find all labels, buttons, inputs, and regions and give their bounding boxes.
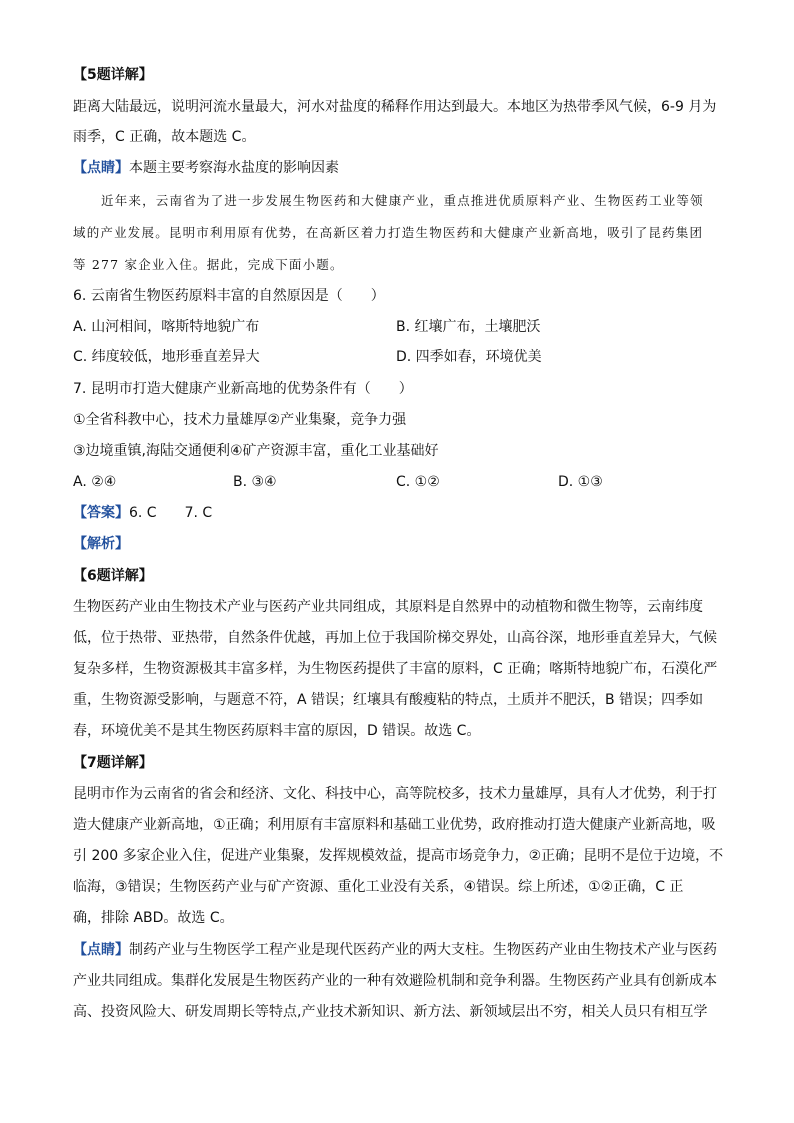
answer-line (73, 504, 212, 522)
q6-option-b: B. 红壤广布，土壤肥沃 (396, 319, 541, 335)
sec5-title: 【5题详解】 (73, 67, 153, 83)
passage-line-2: 域的产业发展。昆明市利用原有优势，在高新区着力打造生物医药和大健康产业新高地，吸引了昆药集团 (73, 225, 704, 240)
sec6-line-5: 春，环境优美不是其生物医药原料丰富的原因，D 错误。故选 C。 (73, 723, 481, 739)
sec5-line-2: 雨季，C 正确，故本题选 C。 (73, 129, 256, 145)
point2-line-3: 高、投资风险大、研发周期长等特点,产业技术新知识、新方法、新领域层出不穷，相关人员只有相互学 (73, 1004, 708, 1020)
answer-tag: 【答案】 (73, 505, 129, 521)
q6-option-c: C. 纬度较低，地形垂直差异大 (73, 349, 260, 365)
point2-text: 制药产业与生物医学工程产业是现代医药产业的两大支柱。生物医药产业由生物技术产业与医药 (129, 942, 717, 958)
passage-line-1: 近年来，云南省为了进一步发展生物医药和大健康产业，重点推进优质原料产业、生物医药工业等领 (101, 193, 704, 208)
sec7-line-2: 造大健康产业新高地，①正确；利用原有丰富原料和基础工业优势，政府推动打造大健康产业新高地，吸 (73, 817, 716, 833)
q7-option-b: B. ③④ (233, 474, 277, 490)
sec5-point (73, 159, 339, 177)
sec7-line-3: 引 200 多家企业入住，促进产业集聚，发挥规模效益，提高市场竞争力，②正确；昆明不是位于边境，不 (73, 848, 724, 864)
point2-line-1 (73, 941, 717, 959)
sec6-line-3: 复杂多样，生物资源极其丰富多样，为生物医药提供了丰富的原料，C 正确；喀斯特地貌广布，石漠化严 (73, 661, 718, 677)
q7-statements-2: ③边境重镇,海陆交通便利④矿产资源丰富，重化工业基础好 (73, 443, 439, 459)
point2-tag: 【点睛】 (73, 942, 129, 958)
sec6-line-4: 重，生物资源受影响，与题意不符，A 错误；红壤具有酸瘦粘的特点，土质并不肥沃，B 错误；四季如 (73, 692, 704, 708)
point-text: 本题主要考察海水盐度的影响因素 (129, 160, 339, 176)
q7-option-a: A. ②④ (73, 474, 117, 490)
q7-option-d: D. ①③ (558, 474, 603, 490)
q7-statements-1: ①全省科教中心，技术力量雄厚②产业集聚，竞争力强 (73, 412, 407, 428)
q6-stem: 6. 云南省生物医药原料丰富的自然原因是（ ） (73, 288, 385, 304)
sec5-line-1: 距离大陆最远，说明河流水量最大，河水对盐度的稀释作用达到最大。本地区为热带季风气候，6-9 月为 (73, 99, 717, 115)
sec6-line-2: 低，位于热带、亚热带，自然条件优越，再加上位于我国阶梯交界处，山高谷深，地形垂直差异大，气候 (73, 630, 717, 646)
sec7-line-1: 昆明市作为云南省的省会和经济、文化、科技中心，高等院校多，技术力量雄厚，具有人才优势，利于打 (73, 786, 717, 802)
sec6-line-1: 生物医药产业由生物技术产业与医药产业共同组成，其原料是自然界中的动植物和微生物等，云南纬度 (73, 599, 703, 615)
point2-line-2: 产业共同组成。集群化发展是生物医药产业的一种有效避险机制和竞争利器。生物医药产业具有创新成本 (73, 973, 717, 989)
q7-stem: 7. 昆明市打造大健康产业新高地的优势条件有（ ） (73, 381, 413, 397)
q6-option-d: D. 四季如春，环境优美 (396, 349, 542, 365)
analysis-tag: 【解析】 (73, 536, 129, 552)
q6-option-a: A. 山河相间，喀斯特地貌广布 (73, 319, 260, 335)
point-tag: 【点睛】 (73, 160, 129, 176)
passage-line-3: 等 277 家企业入住。据此，完成下面小题。 (73, 257, 344, 272)
q7-option-c: C. ①② (396, 474, 440, 490)
answer-text: 6. C 7. C (129, 505, 213, 521)
sec7-line-5: 确，排除 ABD。故选 C。 (73, 910, 234, 926)
sec7-line-4: 临海，③错误；生物医药产业与矿产资源、重化工业没有关系，④错误。综上所述，①②正确，C 正 (73, 879, 684, 895)
sec6-title: 【6题详解】 (73, 568, 153, 584)
sec7-title: 【7题详解】 (73, 755, 153, 771)
